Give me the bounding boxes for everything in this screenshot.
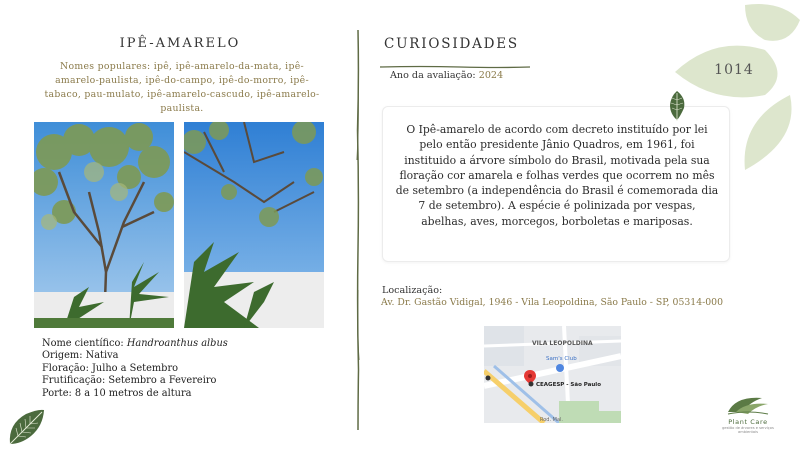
fruiting-row: Frutificação: Setembro a Fevereiro (42, 375, 217, 387)
tree-photo-1 (34, 122, 174, 328)
map-place-1: Sam's Club (546, 356, 577, 362)
map-district: VILA LEOPOLDINA (532, 340, 593, 347)
flowering-row: Floração: Julho a Setembro (42, 362, 179, 374)
map-place-2: CEAGESP - São Paulo (536, 382, 601, 388)
popular-names: Nomes populares: ipê, ipê-amarelo-da-mata, ipê-amarelo-paulista, ipê-do-campo, ipê-do-morro, ipê-tabaco, pau-mulato, ipê-amarelo-cascudo, ipê-amarelo-paulista. (44, 61, 320, 114)
title-underline (380, 54, 530, 58)
year-value: 2024 (478, 70, 504, 81)
species-title: IPÊ-AMARELO (119, 36, 241, 51)
store-pin-icon (556, 364, 564, 372)
logo-name: Plant Care (728, 418, 768, 426)
location-label: Localização: (382, 285, 443, 296)
species-info (42, 338, 228, 400)
curiosities-title: CURIOSIDADES (384, 36, 519, 52)
scientific-name-value: Handroanthus albus (126, 338, 228, 349)
size-row: Porte: 8 a 10 metros de altura (42, 387, 192, 399)
plant-id: 1014 (714, 62, 754, 78)
logo-subtitle: gestão de árvores e serviços ambientais (722, 426, 774, 434)
leaf-decoration-icon (670, 0, 800, 175)
curiosity-text: O Ipê-amarelo de acordo com decreto instituído por lei pelo então presidente Jânio Quadros, em 1961, foi instituido a árvore símbolo do Brasil, motivada pela sua floração cor amarela e folhas verdes que ocorrem no mês de setembro (a independência do Brasil é comemorada dia 7 de setembro). A espécie é polinizada por vespas, abelhas, aves, morcegos, borboletas e mariposas. (395, 123, 719, 228)
map-road: Rod. Mal. (540, 417, 564, 423)
origin-row: Origem: Nativa (42, 350, 119, 362)
scientific-name-row: Nome científico: Handroanthus albus (42, 338, 228, 349)
location-address: Av. Dr. Gastão Vidigal, 1946 - Vila Leopoldina, São Paulo - SP, 05314-000 (381, 297, 724, 308)
bottom-left-leaf-icon (6, 406, 46, 446)
vertical-divider (354, 30, 362, 430)
location-map[interactable] (484, 326, 621, 423)
tree-photo-2 (184, 122, 324, 328)
small-leaf-icon (667, 90, 687, 122)
evaluation-year: Ano da avaliação: 2024 (390, 70, 504, 81)
